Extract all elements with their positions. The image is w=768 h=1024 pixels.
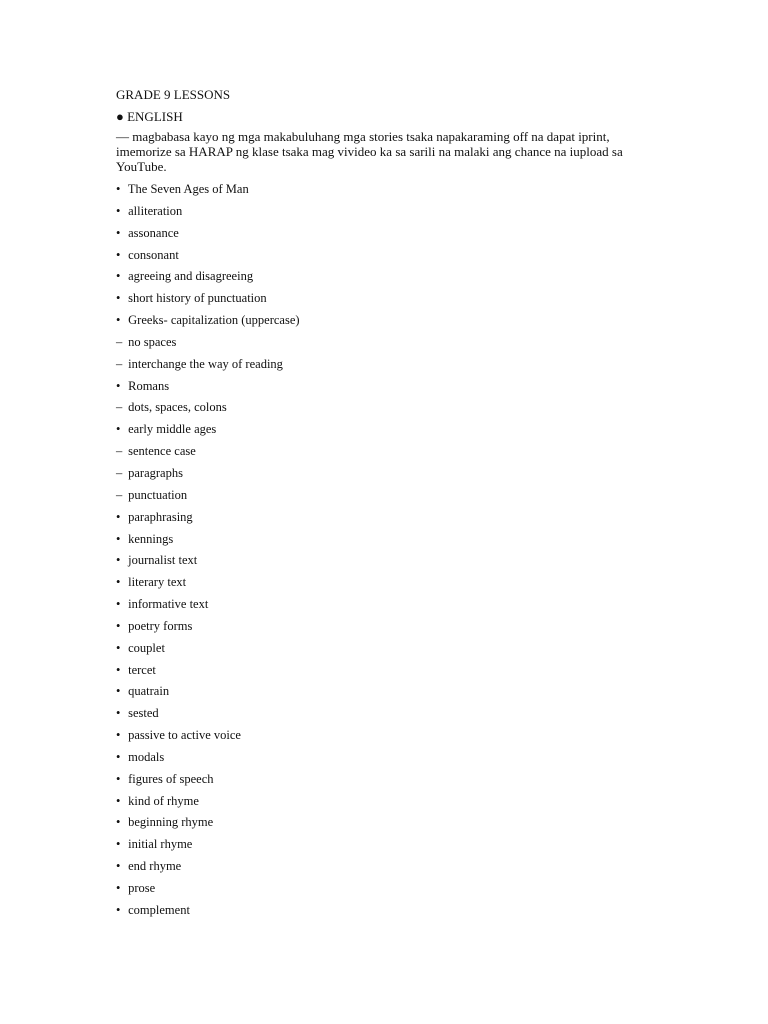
lesson-item-text: consonant (128, 247, 179, 262)
bullet-icon: • (116, 291, 121, 306)
lesson-item-text: tercet (128, 662, 156, 677)
bullet-icon: • (116, 575, 121, 590)
lesson-item (116, 682, 676, 704)
lesson-item-text: agreeing and disagreeing (128, 269, 254, 284)
lesson-item-text: Romans (128, 378, 170, 393)
document-title: GRADE 9 LESSONS (116, 87, 231, 102)
lesson-item-text: short history of punctuation (128, 291, 267, 306)
lesson-item-text: interchange the way of reading (128, 356, 283, 371)
dash-icon: – (116, 487, 123, 502)
lesson-item (116, 377, 676, 399)
bullet-icon: • (116, 728, 121, 743)
bullet-icon: • (116, 771, 121, 786)
bullet-icon: • (116, 597, 121, 612)
bullet-icon: • (116, 509, 121, 524)
bullet-icon: • (116, 902, 121, 917)
lesson-item (116, 464, 676, 486)
lesson-item (116, 901, 676, 923)
bullet-icon: • (116, 531, 121, 546)
lesson-item-text: initial rhyme (128, 837, 193, 852)
lesson-list (116, 180, 676, 923)
lesson-item (116, 617, 676, 639)
lesson-item-text: poetry forms (128, 618, 193, 633)
bullet-icon: • (116, 837, 121, 852)
lesson-item (116, 246, 676, 268)
lesson-item (116, 573, 676, 595)
lesson-item-text: punctuation (128, 487, 188, 502)
dash-icon: – (116, 334, 123, 349)
lesson-item (116, 639, 676, 661)
bullet-icon: • (116, 378, 121, 393)
bullet-icon: • (116, 553, 121, 568)
bullet-icon: • (116, 182, 121, 196)
lesson-item-text: The Seven Ages of Man (127, 182, 249, 196)
bullet-icon: • (116, 662, 121, 677)
lesson-item-text: beginning rhyme (128, 815, 214, 830)
bullet-icon: • (116, 269, 121, 284)
lesson-item-text: paragraphs (128, 465, 183, 480)
intro-paragraph: — magbabasa kayo ng mga makabuluhang mga stories tsaka napakaraming off na dapat iprint, imemorize sa HARAP ng klase tsaka mag vivideo ka sa sarili na malaki ang chance na iupload sa YouTube. (116, 129, 623, 174)
lesson-item-text: paraphrasing (128, 509, 193, 524)
lesson-item-text: sested (128, 706, 159, 721)
bullet-icon: • (116, 225, 121, 240)
lesson-item (116, 508, 676, 530)
lesson-item (116, 726, 676, 748)
lesson-item-text: sentence case (128, 444, 196, 459)
lesson-item (116, 311, 676, 333)
lesson-item (116, 202, 676, 224)
document-page (116, 86, 676, 923)
lesson-item (116, 442, 676, 464)
lesson-item (116, 595, 676, 617)
bullet-icon: • (116, 684, 121, 699)
bullet-icon: • (116, 749, 121, 764)
lesson-item (116, 486, 676, 508)
lesson-item-text: informative text (128, 597, 209, 612)
lesson-item-text: assonance (128, 225, 179, 240)
bullet-icon: • (116, 203, 121, 218)
lesson-item (116, 792, 676, 814)
bullet-icon: • (116, 859, 121, 874)
dash-icon: – (116, 444, 123, 459)
lesson-item (116, 398, 676, 420)
bullet-icon: • (116, 640, 121, 655)
bullet-icon: • (116, 815, 121, 830)
bullet-icon: • (116, 706, 121, 721)
lesson-item (116, 770, 676, 792)
lesson-item-text: no spaces (128, 334, 177, 349)
bullet-icon: • (116, 881, 121, 895)
lesson-item-text: figures of speech (128, 771, 214, 786)
lesson-item (116, 813, 676, 835)
lesson-item-text: modals (128, 749, 165, 764)
lesson-item-text: complement (128, 902, 190, 917)
dash-icon: – (116, 356, 123, 371)
lesson-item (116, 835, 676, 857)
lesson-item (116, 530, 676, 552)
lesson-item-text: literary text (128, 575, 187, 590)
bullet-icon: • (116, 247, 121, 262)
lesson-item (116, 420, 676, 442)
lesson-item (116, 267, 676, 289)
dash-icon: – (116, 400, 123, 415)
lesson-item (116, 748, 676, 770)
subject-heading: ● ENGLISH (116, 109, 183, 124)
lesson-item (116, 704, 676, 726)
bullet-icon: • (116, 313, 121, 328)
lesson-item-text: dots, spaces, colons (128, 400, 227, 415)
lesson-item (116, 224, 676, 246)
lesson-item (116, 333, 676, 355)
lesson-item-text: Greeks- capitalization (uppercase) (128, 313, 300, 328)
lesson-item-text: kind of rhyme (128, 793, 199, 808)
lesson-item-text: alliteration (128, 203, 183, 218)
lesson-item (116, 879, 676, 901)
lesson-item (116, 289, 676, 311)
dash-icon: – (116, 465, 123, 480)
bullet-icon: • (116, 618, 121, 633)
lesson-item-text: early middle ages (128, 422, 217, 437)
lesson-item (116, 355, 676, 377)
lesson-item (116, 857, 676, 879)
lesson-item-text: journalist text (128, 553, 198, 568)
lesson-item-text: prose (128, 881, 156, 895)
lesson-item-text: quatrain (128, 684, 170, 699)
lesson-item (116, 551, 676, 573)
bullet-icon: • (116, 422, 121, 437)
bullet-icon: • (116, 793, 121, 808)
lesson-item-text: end rhyme (128, 859, 182, 874)
lesson-item-text: passive to active voice (128, 728, 241, 743)
lesson-item-text: kennings (128, 531, 174, 546)
lesson-item (116, 180, 676, 202)
lesson-item (116, 661, 676, 683)
lesson-item-text: couplet (128, 640, 165, 655)
